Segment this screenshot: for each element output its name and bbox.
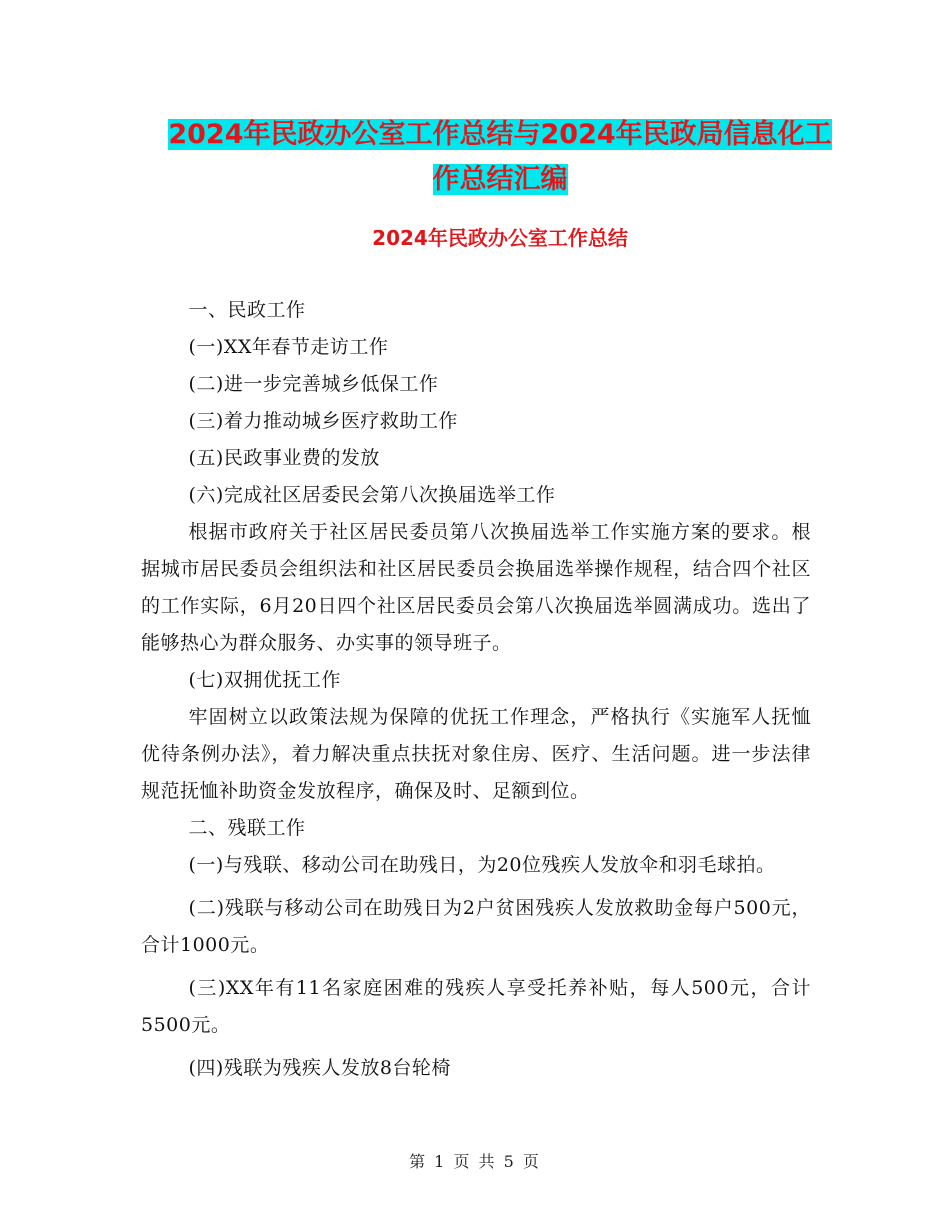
paragraph-military-details: 牢固树立以政策法规为保障的优抚工作理念，严格执行《实施军人抚恤优待条例办法》，着力解决重点扶抚对象住房、医疗、生活问题。进一步法律规范抚恤补助资金发放程序，确保及时、足额到位。 [141, 706, 811, 802]
item-low-income-insurance: (二)进一步完善城乡低保工作 [188, 373, 439, 395]
document-body [141, 292, 811, 1087]
document-title [140, 112, 860, 202]
section-title: 2024年民政办公室工作总结 [372, 226, 628, 250]
item-medical-assistance: (三)着力推动城乡医疗救助工作 [188, 410, 458, 432]
item-umbrellas-rackets: (一)与残联、移动公司在助残日，为20位残疾人发放伞和羽毛球拍。 [188, 854, 776, 876]
document-title-line1: 2024年民政办公室工作总结与2024年民政局信息化工 [168, 119, 832, 150]
item-wheelchairs: (四)残联为残疾人发放8台轮椅 [188, 1057, 451, 1079]
item-community-election: (六)完成社区居委民会第八次换届选举工作 [188, 484, 556, 506]
item-spring-festival-visits: (一)XX年春节走访工作 [188, 336, 389, 358]
item-relief-funds: (二)残联与移动公司在助残日为2户贫困残疾人发放救助金每户500元，合计1000元。 [141, 897, 811, 956]
paragraph-election-details: 根据市政府关于社区居民委员第八次换届选举工作实施方案的要求。根据城市居民委员会组织法和社区居民委员会换届选举操作规程，结合四个社区的工作实际，6月20日四个社区居民委员会第八次换届选举圆满成功。选出了能够热心为群众服务、办实事的领导班子。 [141, 521, 811, 654]
item-care-subsidy: (三)XX年有11名家庭困难的残疾人享受托养补贴，每人500元，合计5500元。 [141, 977, 811, 1036]
heading-civil-affairs: 一、民政工作 [188, 299, 306, 321]
heading-disabled-federation: 二、残联工作 [188, 817, 306, 839]
document-title-line2: 作总结汇编 [432, 164, 568, 195]
item-funds-distribution: (五)民政事业费的发放 [188, 447, 380, 469]
page-footer: 第 1 页 共 5 页 [409, 1152, 541, 1171]
item-military-support: (七)双拥优抚工作 [188, 669, 341, 691]
